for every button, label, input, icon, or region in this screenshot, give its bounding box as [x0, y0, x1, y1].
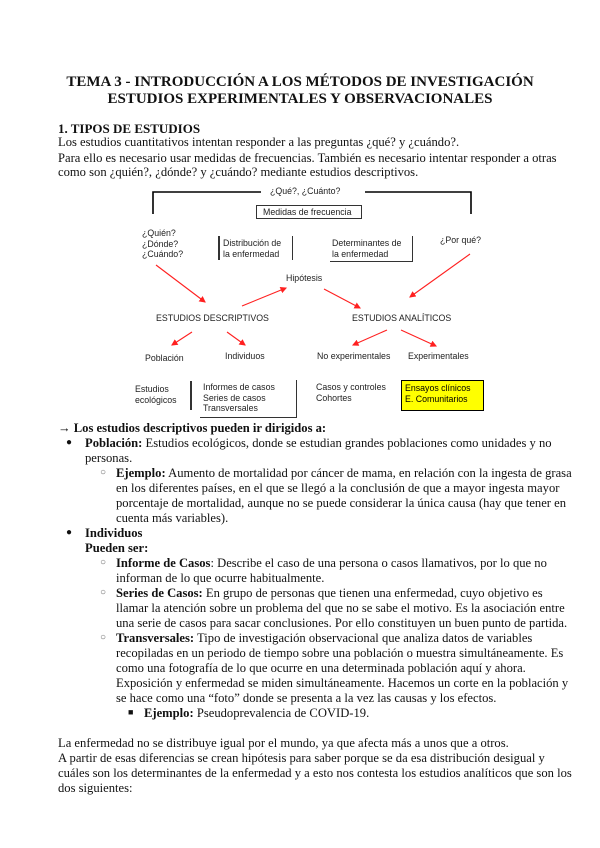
square-bullet-icon: ■ — [128, 707, 134, 717]
determinantes-box — [330, 236, 413, 262]
diagram-top-question: ¿Qué?, ¿Cuánto? — [270, 186, 341, 196]
medidas-label: Medidas de frecuencia — [263, 207, 352, 217]
ecologicos-label: Estudios ecológicos — [135, 384, 177, 405]
title-line-2: ESTUDIOS EXPERIMENTALES Y OBSERVACIONALES — [107, 91, 493, 107]
list-item-cont: llamar la atención sobre un problema del que no se sabe el motivo. Es la asociación entre — [116, 601, 565, 615]
list-item-cont: personas. — [85, 451, 133, 465]
paragraph: Para ello es necesario usar medidas de frecuencias. También es necesario intentar responder a otras — [58, 151, 557, 165]
list-item-cont: cuenta más variables). — [116, 511, 229, 525]
list-item-cont: informan de lo que ocurre habitualmente. — [116, 571, 325, 585]
circle-bullet-icon: ○ — [100, 557, 107, 568]
individuos-label: Individuos — [225, 351, 265, 361]
list-item: Población: Estudios ecológicos, donde se estudian grandes poblaciones como unidades y no — [85, 436, 552, 450]
experimentales-label: Experimentales — [408, 351, 469, 361]
list-item: Ejemplo: Pseudoprevalencia de COVID-19. — [144, 706, 370, 720]
circle-bullet-icon: ○ — [100, 587, 107, 598]
list-subheading: Pueden ser: — [85, 541, 149, 555]
experimental-types-box — [401, 380, 484, 411]
list-item-cont: Exposición y enfermedad se miden simultáneamente. Hacemos un corte en la población y — [116, 676, 569, 690]
paragraph: Los estudios cuantitativos intentan responder a las preguntas ¿qué? y ¿cuándo?. — [58, 135, 460, 149]
list-item-cont: en los diferentes países, en el que se llegó a la conclusión de que a mayor ingesta mayor — [116, 481, 560, 495]
section-heading: 1. TIPOS DE ESTUDIOS — [58, 121, 201, 136]
title-line-1: TEMA 3 - INTRODUCCIÓN A LOS MÉTODOS DE INVESTIGACIÓN — [66, 74, 534, 90]
list-item: Informe de Casos: Describe el caso de una persona o casos llamativos, por lo que no — [116, 556, 547, 570]
bullet-icon: ● — [66, 527, 73, 538]
paragraph: dos siguientes: — [58, 781, 133, 795]
divider — [190, 381, 192, 410]
circle-bullet-icon: ○ — [100, 632, 107, 643]
distribucion-box — [218, 236, 293, 260]
list-item-cont: recopiladas en un periodo de tiempo sobre una población o muestra simultáneamente. Es — [116, 646, 564, 660]
list-item-cont: porcentaje de mortalidad, aunque no se puede considerar la única causa (hay que tener en — [116, 496, 567, 510]
hipotesis-label: Hipótesis — [286, 273, 323, 283]
descriptive-types: Informes de casos Series de casos Transversales — [203, 382, 275, 413]
list-item-cont: como una fotografía de lo que ocurre en una determinada población aquí y ahora. — [116, 661, 526, 675]
paragraph: A partir de esas diferencias se crean hipótesis para saber porque se da esa distribución desigual y — [58, 751, 545, 765]
distribucion-label: Distribución de la enfermedad — [223, 238, 282, 259]
list-item: Series de Casos: En grupo de personas que tienen una enfermedad, cuyo objetivo es — [116, 586, 543, 600]
descriptivos-label: ESTUDIOS DESCRIPTIVOS — [156, 313, 269, 323]
observational-types: Casos y controles Cohortes — [316, 382, 386, 403]
experimental-types: Ensayos clínicos E. Comunitarios — [405, 383, 471, 404]
list-item-cont: se hace como una “foto” donde se presenta a la vez las causas y los efectos. — [116, 691, 497, 705]
list-item: Transversales: Tipo de investigación observacional que analiza datos de variables — [116, 631, 533, 645]
paragraph: como son ¿quién?, ¿dónde? y ¿cuándo? mediante estudios descriptivos. — [58, 165, 419, 179]
bullet-icon: ● — [66, 437, 73, 448]
descriptive-types-box — [200, 380, 297, 418]
poblacion-label: Población — [145, 353, 184, 363]
porque-question: ¿Por qué? — [440, 235, 482, 245]
circle-bullet-icon: ○ — [100, 467, 107, 478]
analiticos-label: ESTUDIOS ANALÍTICOS — [352, 313, 452, 323]
paragraph: La enfermedad no se distribuye igual por el mundo, ya que afecta más a unos que a otros. — [58, 736, 509, 750]
quien-question: ¿Quién? ¿Dónde? ¿Cuándo? — [142, 228, 184, 259]
no-experimentales-label: No experimentales — [317, 351, 391, 361]
list-item: Ejemplo: Aumento de mortalidad por cáncer de mama, en relación con la ingesta de grasa — [116, 466, 572, 480]
list-item-cont: una serie de casos para sacar conclusiones. Por ello constituyen un buen punto de partida. — [116, 616, 568, 630]
list-item: Individuos — [85, 526, 143, 540]
medidas-box — [256, 205, 362, 219]
paragraph: cuáles son los determinantes de la enfermedad y a esto nos contesta los estudios analíticos que son los — [58, 766, 572, 780]
determinantes-label: Determinantes de la enfermedad — [332, 238, 402, 259]
list-intro: → Los estudios descriptivos pueden ir dirigidos a: — [58, 421, 327, 435]
